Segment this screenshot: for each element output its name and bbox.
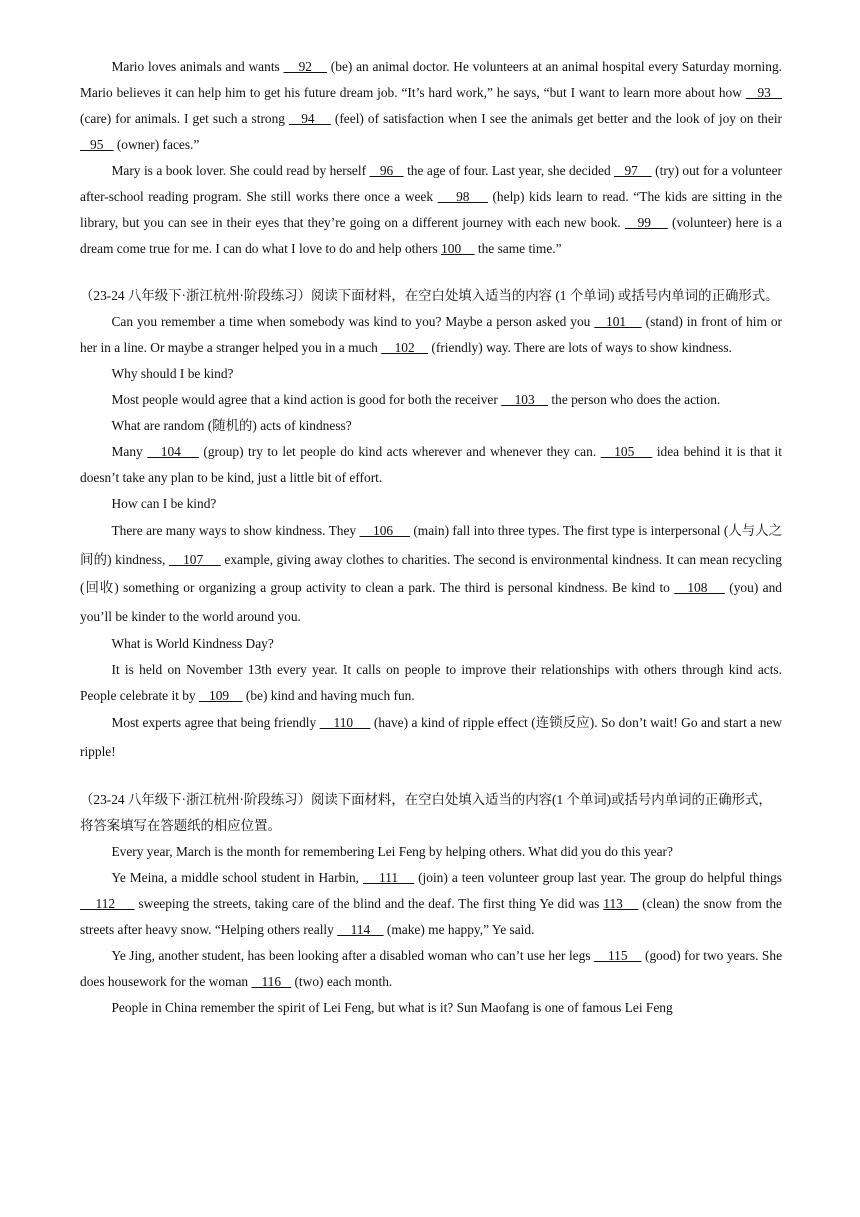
answer-blank[interactable]: 108 [674,580,725,595]
paragraph [80,657,782,709]
answer-blank[interactable]: 106 [359,523,410,538]
text-run: (try) out for a volunteer after-school reading program. She still works there once a week [80,163,782,204]
text-run: How can I be kind? [111,496,217,511]
text-run: idea behind it is that it doesn’t take any plan to be kind, just a little bit of effort. [80,444,782,485]
text-run: Every year, March is the month for remembering Lei Feng by helping others. What did you do this year? [111,844,673,859]
paragraph [80,158,782,262]
text-run: (main) fall into three types. The first type is interpersonal (人与人之间的) kindness, [80,523,783,567]
section-instruction: （23-24 八年级下·浙江杭州·阶段练习）阅读下面材料，在空白处填入适当的内容(1 个单词)或括号内单词的正确形式，将答案填写在答题纸的相应位置。 [80,792,772,833]
text-run: (care) for animals. I get such a strong [80,111,290,126]
answer-blank[interactable]: 107 [168,551,221,567]
paragraph [80,491,782,517]
text-run: (group) try to let people do kind acts wherever and whenever they can. [198,444,601,459]
paragraph [80,865,782,943]
answer-blank[interactable]: 116 [251,974,292,989]
text-run: example, giving away clothes to charities. The second is environmental kindness. It can mean recycling (回收) something or organizing a group activity to clean a park. The third is personal kindness. Be kind to [80,551,782,595]
section-spacer [80,262,782,283]
text-run: (make) me happy,” Ye said. [383,922,535,937]
text-run: (you) and you’ll be kinder to the world around you. [80,580,782,624]
answer-blank[interactable]: 101 [594,314,642,329]
text-run: (stand) in front of him or her in a line. Or maybe a stranger helped you in a much [80,314,782,355]
text-run: (friendly) way. There are lots of ways to show kindness. [428,340,732,355]
paragraph [80,631,782,657]
answer-blank[interactable]: 114 [337,922,384,937]
paragraph [80,709,782,766]
answer-blank[interactable]: 102 [381,340,429,355]
answer-blank[interactable]: 95 [80,137,114,152]
text-run: It is held on November 13th every year. It calls on people to improve their relationships with others through kind acts. People celebrate it by [80,662,782,703]
text-run: Most experts agree that being friendly [111,715,320,730]
answer-blank[interactable]: 110 [319,715,371,730]
answer-blank[interactable]: 94 [289,111,331,126]
paragraph [80,54,782,158]
paragraph [80,517,782,631]
text-run: (help) kids learn to read. “The kids are sitting in the library, but you can see in their eyes that they’re going on a different journey with each new book. [80,189,783,230]
text-run: the person who does the action. [548,392,721,407]
paragraph [80,995,782,1021]
answer-blank[interactable]: 97 [614,163,652,178]
text-run: (clean) the snow from the streets after heavy snow. “Helping others really [80,896,782,937]
text-run: the age of four. Last year, she decided [403,163,615,178]
section-spacer [80,766,782,787]
text-run: There are many ways to show kindness. They [111,523,360,538]
text-run: the same time.” [474,241,562,256]
text-run: (join) a teen volunteer group last year. The group do helpful things [414,870,782,885]
answer-blank[interactable]: 100 [441,241,475,256]
answer-blank[interactable]: 105 [600,444,653,459]
paragraph [80,413,782,439]
paragraph [80,439,782,491]
answer-blank[interactable]: 103 [501,392,549,407]
text-run: What are random (随机的) acts of kindness? [111,418,352,433]
paragraph [80,839,782,865]
text-run: Why should I be kind? [111,366,234,381]
answer-blank[interactable]: 93 [745,85,782,100]
text-run: (owner) faces.” [113,137,200,152]
paragraph [80,387,782,413]
text-run: People in China remember the spirit of Lei Feng, but what is it? Sun Maofang is one of famous Lei Feng [111,1000,673,1015]
answer-blank[interactable]: 111 [363,870,415,885]
answer-blank[interactable]: 98 [437,189,488,204]
text-run: Ye Jing, another student, has been looking after a disabled woman who can’t use her legs [111,948,595,963]
text-run: sweeping the streets, taking care of the blind and the deaf. The first thing Ye did was [134,896,604,911]
text-run: (volunteer) here is a dream come true for me. I can do what I love to do and help others [80,215,783,256]
section-instruction: （23-24 八年级下·浙江杭州·阶段练习）阅读下面材料，在空白处填入适当的内容 (1 个单词) 或括号内单词的正确形式。 [80,288,779,303]
text-run: (be) an animal doctor. He volunteers at an animal hospital every Saturday morning. Mario believes it can help him to get his future dream job. “It’s hard work,” he says, “but I want to learn more about how [80,59,783,100]
text-run: (good) for two years. She does housework for the woman [80,948,783,989]
answer-blank[interactable]: 92 [283,59,328,74]
paragraph [80,361,782,387]
answer-blank[interactable]: 104 [147,444,199,459]
text-run: (have) a kind of ripple effect (连锁反应). So don’t wait! Go and start a new ripple! [80,715,782,759]
text-run: (two) each month. [291,974,393,989]
answer-blank[interactable]: 96 [369,163,404,178]
paragraph [80,309,782,361]
answer-blank[interactable]: 99 [624,215,668,230]
text-run: Can you remember a time when somebody was kind to you? Maybe a person asked you [111,314,595,329]
answer-blank[interactable]: 112 [80,896,135,911]
paragraph [80,943,782,995]
text-run: What is World Kindness Day? [111,636,274,651]
answer-blank[interactable]: 113 [603,896,639,911]
text-run: (feel) of satisfaction when I see the animals get better and the look of joy on their [330,111,782,126]
text-run: Most people would agree that a kind action is good for both the receiver [111,392,502,407]
text-run: Mary is a book lover. She could read by herself [111,163,370,178]
answer-blank[interactable]: 109 [198,688,243,703]
text-run: Many [111,444,148,459]
answer-blank[interactable]: 115 [594,948,642,963]
document-page [80,54,782,1021]
text-run: (be) kind and having much fun. [242,688,415,703]
text-run: Mario loves animals and wants [111,59,284,74]
text-run: Ye Meina, a middle school student in Harbin, [111,870,364,885]
